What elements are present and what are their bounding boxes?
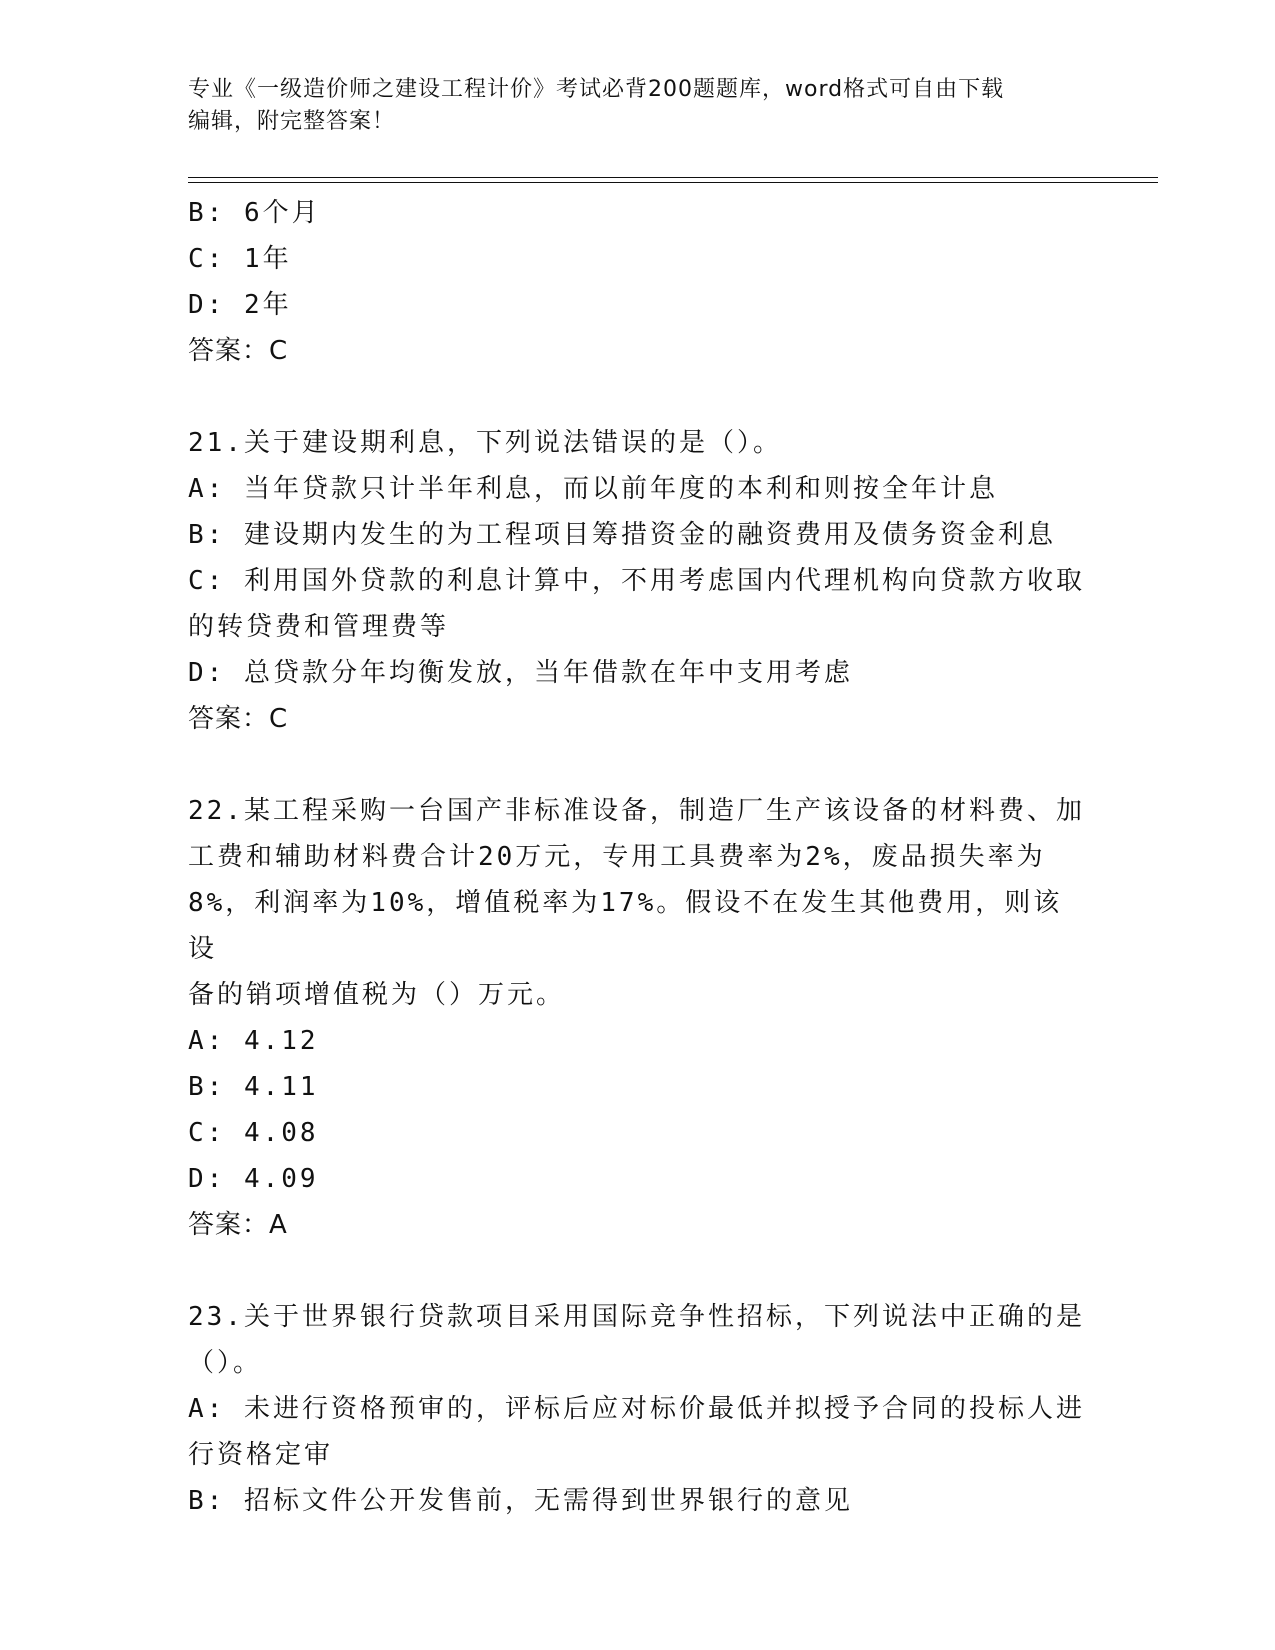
question-21 [188, 420, 1088, 742]
option-c: C: 4.08 [188, 1118, 319, 1148]
header-rule-bottom [188, 182, 1158, 183]
question-text-continued: （）。 [188, 1348, 263, 1378]
option-b: B: 建设期内发生的为工程项目筹措资金的融资费用及债务资金利息 [188, 520, 1056, 550]
question-23 [188, 1294, 1088, 1524]
question-20-tail [188, 190, 1088, 374]
header-title-line1: 专业《一级造价师之建设工程计价》考试必背200题题库，word格式可自由下载 [188, 77, 1005, 102]
document-body [188, 190, 1088, 1524]
option-c-continued: 的转贷费和管理费等 [188, 612, 450, 642]
option-b: B: 4.11 [188, 1072, 319, 1102]
option-b: B: 6个月 [188, 198, 321, 228]
option-a-continued: 行资格定审 [188, 1440, 334, 1470]
option-c: C: 利用国外贷款的利息计算中，不用考虑国内代理机构向贷款方收取 [188, 566, 1085, 596]
header-title-line2: 编辑，附完整答案！ [188, 109, 396, 134]
option-b: B: 招标文件公开发售前，无需得到世界银行的意见 [188, 1486, 853, 1516]
question-text-continued: 8%，利润率为10%，增值税率为17%。假设不在发生其他费用，则该设 [188, 888, 1063, 964]
option-a: A: 4.12 [188, 1026, 319, 1056]
answer: 答案：C [188, 704, 289, 734]
question-text-continued: 工费和辅助材料费合计20万元，专用工具费率为2%，废品损失率为 [188, 842, 1046, 872]
question-text-continued: 备的销项增值税为（）万元。 [188, 980, 566, 1010]
answer: 答案：A [188, 1210, 288, 1240]
option-a: A: 未进行资格预审的，评标后应对标价最低并拟授予合同的投标人进 [188, 1394, 1085, 1424]
question-text: 21.关于建设期利息，下列说法错误的是（）。 [188, 428, 782, 458]
question-22 [188, 788, 1088, 1248]
option-d: D: 总贷款分年均衡发放，当年借款在年中支用考虑 [188, 658, 853, 688]
header-rule-top [188, 177, 1158, 178]
option-a: A: 当年贷款只计半年利息，而以前年度的本利和则按全年计息 [188, 474, 998, 504]
option-d: D: 4.09 [188, 1164, 319, 1194]
answer: 答案：C [188, 336, 289, 366]
document-header [188, 74, 1088, 138]
option-c: C: 1年 [188, 244, 292, 274]
question-text: 23.关于世界银行贷款项目采用国际竞争性招标，下列说法中正确的是 [188, 1302, 1085, 1332]
question-text: 22.某工程采购一台国产非标准设备，制造厂生产该设备的材料费、加 [188, 796, 1085, 826]
option-d: D: 2年 [188, 290, 292, 320]
